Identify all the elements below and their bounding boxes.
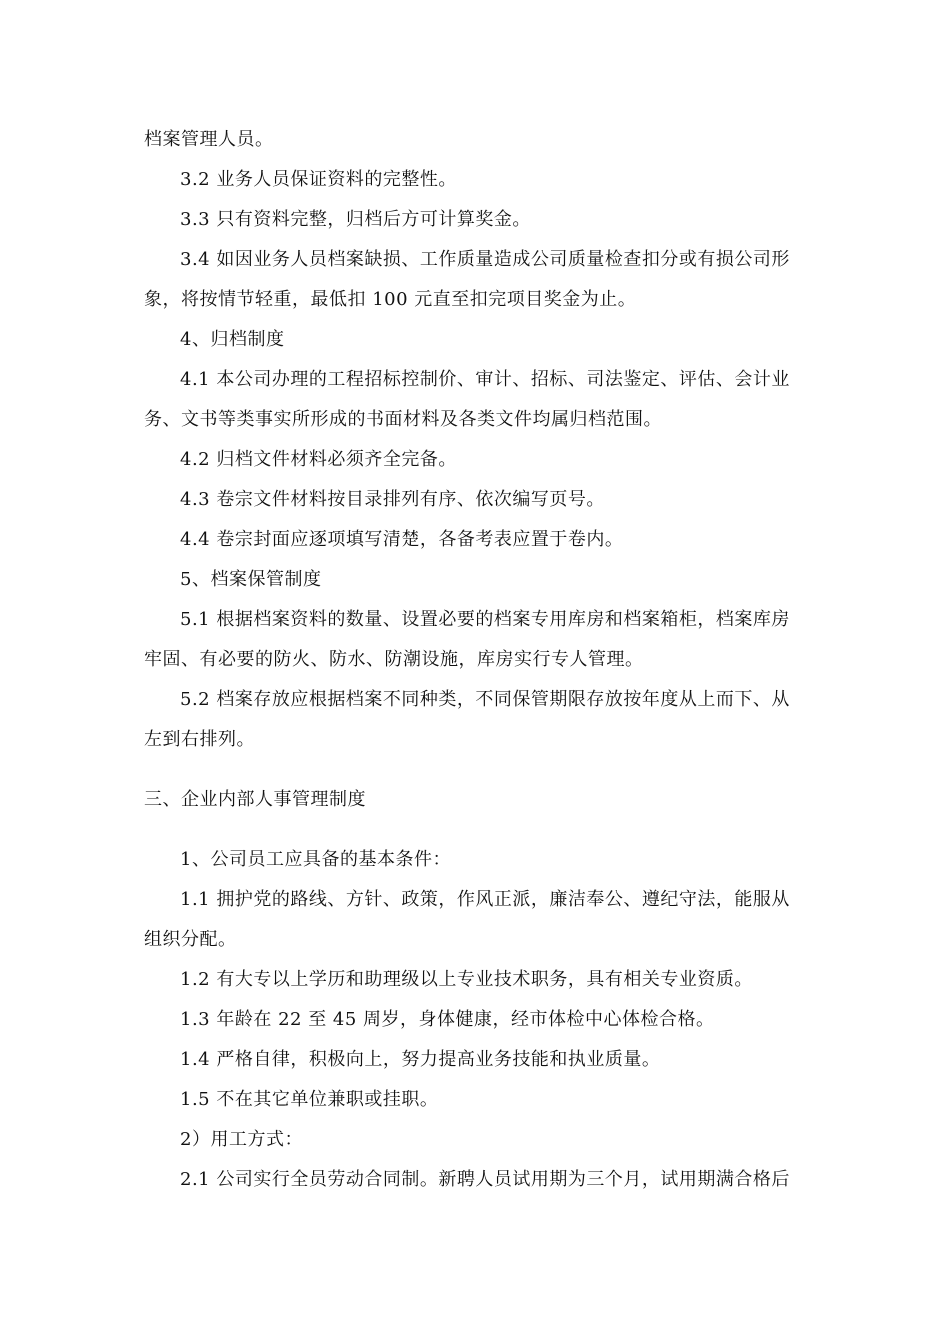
paragraph-4-2: 4.2 归档文件材料必须齐全完备。: [180, 449, 457, 470]
document-body: [144, 120, 804, 1200]
paragraph-1-3: 1.3 年龄在 22 至 45 周岁，身体健康，经市体检中心体检合格。: [180, 1009, 715, 1030]
paragraph-1-1: 1.1 拥护党的路线、方针、政策，作风正派，廉洁奉公、遵纪守法，能服从组织分配。: [144, 889, 790, 950]
paragraph-3-4: 3.4 如因业务人员档案缺损、工作质量造成公司质量检查扣分或有损公司形象，将按情节轻重，最低扣 100 元直至扣完项目奖金为止。: [144, 249, 790, 310]
paragraph-3-3: 3.3 只有资料完整，归档后方可计算奖金。: [180, 209, 531, 230]
paragraph-2-1: 2.1 公司实行全员劳动合同制。新聘人员试用期为三个月，试用期满合格后: [180, 1169, 790, 1190]
paragraph-3-2: 3.2 业务人员保证资料的完整性。: [180, 169, 457, 190]
heading-basic-conditions: 1、公司员工应具备的基本条件：: [180, 849, 451, 870]
paragraph-4-3: 4.3 卷宗文件材料按目录排列有序、依次编写页号。: [180, 489, 605, 510]
paragraph-5-1: 5.1 根据档案资料的数量、设置必要的档案专用库房和档案箱柜，档案库房牢固、有必要的防火、防水、防潮设施，库房实行专人管理。: [144, 609, 790, 670]
section-heading-personnel: 三、企业内部人事管理制度: [144, 789, 366, 810]
paragraph-1-5: 1.5 不在其它单位兼职或挂职。: [180, 1089, 439, 1110]
paragraph-continuation: 档案管理人员。: [144, 129, 274, 150]
paragraph-4-1: 4.1 本公司办理的工程招标控制价、审计、招标、司法鉴定、评估、会计业务、文书等类事实所形成的书面材料及各类文件均属归档范围。: [144, 369, 790, 430]
heading-employment-method: 2）用工方式：: [180, 1129, 303, 1150]
heading-storage-system: 5、档案保管制度: [180, 569, 322, 590]
heading-archiving-system: 4、归档制度: [180, 329, 285, 350]
paragraph-5-2: 5.2 档案存放应根据档案不同种类，不同保管期限存放按年度从上而下、从左到右排列。: [144, 689, 790, 750]
paragraph-1-4: 1.4 严格自律，积极向上，努力提高业务技能和执业质量。: [180, 1049, 661, 1070]
paragraph-4-4: 4.4 卷宗封面应逐项填写清楚，各备考表应置于卷内。: [180, 529, 624, 550]
paragraph-1-2: 1.2 有大专以上学历和助理级以上专业技术职务，具有相关专业资质。: [180, 969, 753, 990]
